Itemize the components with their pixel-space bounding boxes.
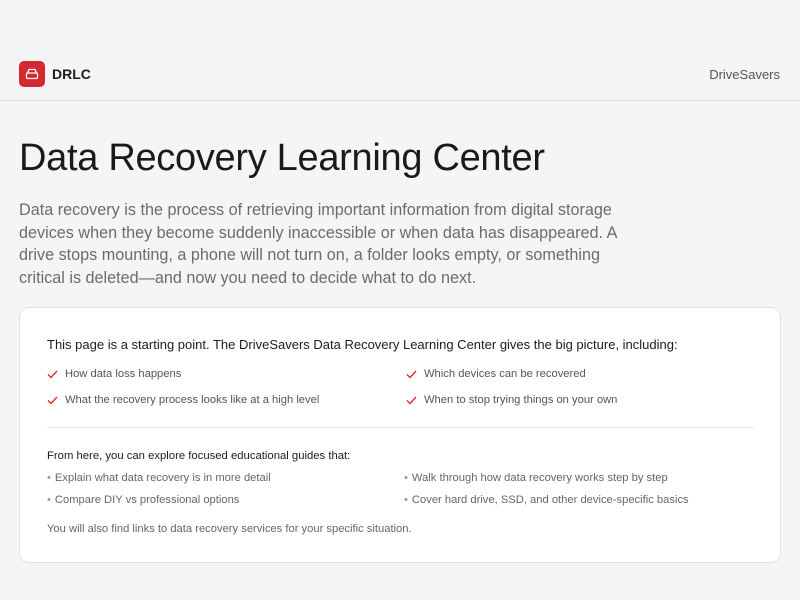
check-item-data-loss (47, 368, 181, 380)
check-item-process (47, 394, 319, 406)
guide-item-label: Cover hard drive, SSD, and other device-specific basics (411, 494, 689, 506)
guide-item (404, 472, 668, 484)
checkmark-icon (47, 370, 58, 379)
drivesavers-link[interactable]: DriveSavers (709, 67, 780, 82)
check-item-label: When to stop trying things on your own (424, 394, 618, 406)
guide-item-label: Compare DIY vs professional options (54, 494, 240, 506)
site-header (0, 48, 800, 101)
checkmark-icon (406, 396, 417, 405)
guide-item-label: Explain what data recovery is in more detail (54, 472, 271, 484)
brand-name: DRLC (52, 66, 91, 82)
card-divider (47, 427, 754, 428)
brand-home-link[interactable] (19, 61, 91, 87)
hard-drive-icon (25, 68, 39, 80)
bullet-icon: • (47, 472, 51, 484)
checkmark-icon (406, 370, 417, 379)
guide-item-label: Walk through how data recovery works step by step (411, 472, 668, 484)
check-item-label: How data loss happens (65, 368, 182, 380)
checkmark-icon (47, 396, 58, 405)
guide-item (47, 494, 239, 506)
bullet-icon: • (47, 494, 51, 506)
guides-intro: From here, you can explore focused educational guides that: (47, 450, 351, 462)
card-lead-text: This page is a starting point. The DriveSavers Data Recovery Learning Center gives the big picture, including: (47, 337, 678, 352)
card-footer-note: You will also find links to data recovery services for your specific situation. (47, 523, 412, 535)
guide-item (47, 472, 271, 484)
check-item-stop-trying (406, 394, 617, 406)
bullet-icon: • (404, 494, 408, 506)
bullet-icon: • (404, 472, 408, 484)
check-item-label: What the recovery process looks like at a high level (65, 394, 320, 406)
page-title: Data Recovery Learning Center (19, 137, 545, 179)
intro-paragraph: Data recovery is the process of retrieving important information from digital storage devices when they become suddenly inaccessible or when data has disappeared. A drive stops mounting, a phone will not turn on, a folder looks empty, or something critical is deleted—and now you need to decide what to do next. (19, 201, 617, 287)
guide-item (404, 494, 689, 506)
check-item-label: Which devices can be recovered (424, 368, 586, 380)
logo (19, 61, 45, 87)
check-item-devices (406, 368, 586, 380)
overview-card (19, 307, 781, 563)
